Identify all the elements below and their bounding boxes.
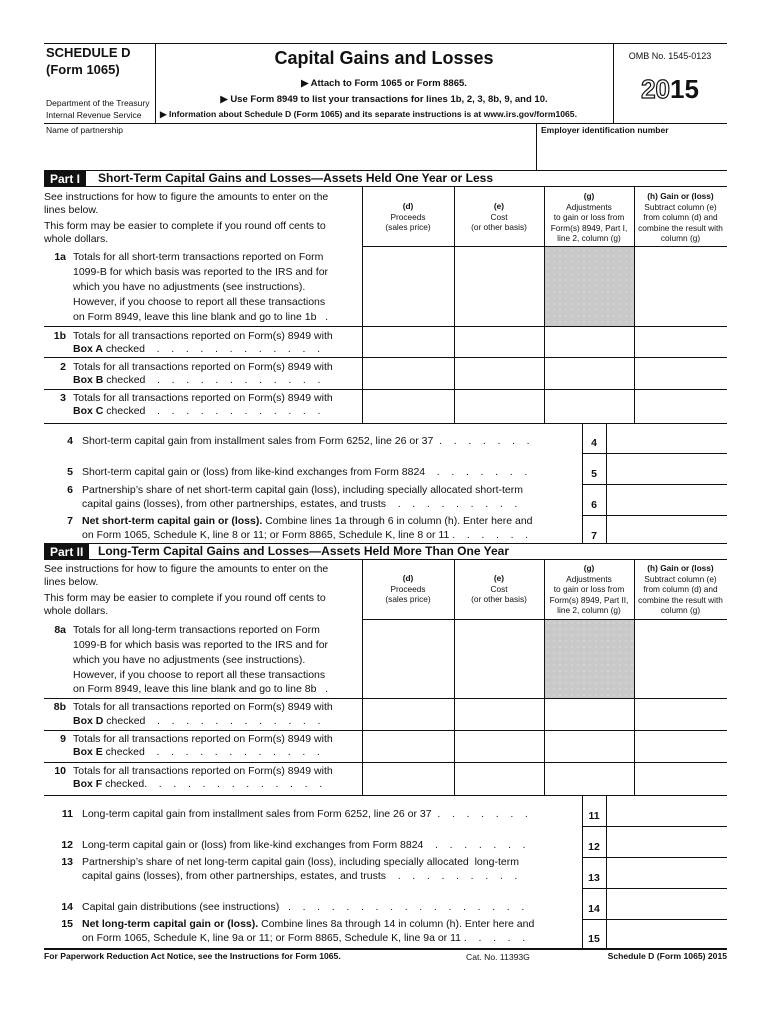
line-4-number: 4	[67, 435, 73, 447]
line-4-text: Short-term capital gain from installment sales from Form 6252, line 26 or 37 . . . . . . .	[82, 435, 530, 447]
line-3-text: Totals for all transactions reported on Form(s) 8949 with	[73, 392, 333, 404]
part2-intro-2: lines below.	[44, 576, 99, 588]
line-12-box-number: 12	[588, 841, 600, 853]
line-1b-box: Box A checked . . . . . . . . . . . .	[73, 343, 321, 355]
line-8b-proceeds-input[interactable]	[363, 699, 454, 730]
line-8a-text-3: which you have no adjustments (see instructions).	[73, 654, 306, 666]
line-1a-text-5: on Form 8949, leave this line blank and go to line 1b .	[73, 311, 329, 323]
partnership-name-input[interactable]	[46, 138, 532, 168]
line-10-adjustments-input[interactable]	[545, 763, 634, 795]
paperwork-notice: For Paperwork Reduction Act Notice, see the Instructions for Form 1065.	[44, 951, 341, 961]
tax-year	[613, 74, 727, 104]
line-1a-text-2: 1099-B for which basis was reported to the IRS and for	[73, 266, 329, 278]
line-8b-text: Totals for all transactions reported on Form(s) 8949 with	[73, 701, 333, 713]
line-3-cost-input[interactable]	[455, 390, 544, 423]
instruction-8949: ▶ Use Form 8949 to list your transactions for lines 1b, 2, 3, 8b, 9, and 10.	[220, 94, 548, 105]
instruction-attach: ▶ Attach to Form 1065 or Form 8865.	[301, 78, 467, 89]
line-1b-adjustments-input[interactable]	[545, 327, 634, 357]
line-4-box-number: 4	[591, 437, 597, 449]
line-5-text: Short-term capital gain or (loss) from like-kind exchanges from Form 8824 . . . . . . .	[82, 466, 528, 478]
omb-number: OMB No. 1545-0123	[628, 51, 712, 61]
line-13-box-number: 13	[588, 872, 600, 884]
line-15-input[interactable]	[607, 920, 727, 948]
line-5-box-number: 5	[591, 468, 597, 480]
part1-intro-1: See instructions for how to figure the amounts to enter on the	[44, 191, 329, 203]
line-3-adjustments-input[interactable]	[545, 390, 634, 423]
line-6-text-2: capital gains (losses), from other partnerships, estates, and trusts . . . . . . . . .	[82, 498, 518, 510]
col-d-head: (d) Proceeds (sales price)	[385, 201, 431, 232]
line-9-gain-input[interactable]	[635, 731, 727, 762]
line1a-col-g-shaded	[545, 247, 634, 326]
line-1a-text-1: Totals for all short-term transactions reported on Form	[73, 251, 324, 263]
part1-title: Short-Term Capital Gains and Losses—Assets Held One Year or Less	[98, 171, 494, 185]
line-8a-proceeds-input[interactable]	[363, 620, 454, 698]
line-1a-proceeds-input[interactable]	[363, 247, 454, 326]
line-6-number: 6	[67, 484, 73, 496]
line-2-number: 2	[60, 361, 66, 373]
line-2-gain-input[interactable]	[635, 358, 727, 389]
line-8a-text-4: However, if you choose to report all these transactions	[73, 669, 326, 681]
line-10-gain-input[interactable]	[635, 763, 727, 795]
line-1b-text: Totals for all transactions reported on Form(s) 8949 with	[73, 330, 333, 342]
line-15-text-2: on Form 1065, Schedule K, line 9a or 11; or Form 8865, Schedule K, line 9a or 11 . . . . .	[82, 932, 526, 944]
line-8a-text-2: 1099-B for which basis was reported to the IRS and for	[73, 639, 329, 651]
part2-intro-1: See instructions for how to figure the amounts to enter on the	[44, 563, 329, 575]
line-12-input[interactable]	[607, 827, 727, 857]
line-7-text-2: on Form 1065, Schedule K, line 8 or 11; or Form 8865, Schedule K, line 8 or 11 . . . . . .	[82, 529, 529, 541]
col-e-head: (e) Cost (or other basis)	[471, 201, 527, 232]
line-7-number: 7	[67, 515, 73, 527]
line-11-box-number: 11	[588, 810, 600, 822]
line-5-number: 5	[67, 466, 73, 478]
line-11-input[interactable]	[607, 796, 727, 826]
part2-intro-4: whole dollars.	[44, 605, 109, 617]
line-7-input[interactable]	[607, 516, 727, 543]
part1-intro-3: This form may be easier to complete if you round off cents to	[44, 220, 326, 232]
form-title: Capital Gains and Losses	[274, 48, 494, 68]
line-9-number: 9	[60, 733, 66, 745]
col-g-head: (g) Adjustments to gain or loss from Form(s) 8949, Part I, line 2, column (g)	[550, 191, 628, 243]
line-10-text: Totals for all transactions reported on Form(s) 8949 with	[73, 765, 333, 777]
col-g-head-part2: (g) Adjustments to gain or loss from Form(s) 8949, Part II, line 2, column (g)	[549, 563, 629, 615]
line-8a-number: 8a	[54, 624, 66, 636]
line-13-input[interactable]	[607, 858, 727, 888]
line-3-gain-input[interactable]	[635, 390, 727, 423]
line-1a-text-4: However, if you choose to report all these transactions	[73, 296, 326, 308]
line-12-text: Long-term capital gain or (loss) from like-kind exchanges from Form 8824 . . . . . . .	[82, 839, 526, 851]
line-9-proceeds-input[interactable]	[363, 731, 454, 762]
line-3-proceeds-input[interactable]	[363, 390, 454, 423]
line-15-box-number: 15	[588, 933, 600, 945]
line-2-proceeds-input[interactable]	[363, 358, 454, 389]
line-10-number: 10	[54, 765, 66, 777]
line-14-number: 14	[61, 901, 73, 913]
part2-intro-3: This form may be easier to complete if you round off cents to	[44, 592, 326, 604]
line-4-input[interactable]	[607, 424, 727, 453]
line-13-text-2: capital gains (losses), from other partnerships, estates, and trusts . . . . . . . . .	[82, 870, 518, 882]
line-9-cost-input[interactable]	[455, 731, 544, 762]
line-8b-gain-input[interactable]	[635, 699, 727, 730]
line-8b-adjustments-input[interactable]	[545, 699, 634, 730]
line-13-text-1: Partnership’s share of net long-term capital gain (loss), including specially allocated long-term	[82, 856, 519, 868]
form-footer-name: Schedule D (Form 1065) 2015	[607, 951, 727, 961]
line-8a-text-1: Totals for all long-term transactions reported on Form	[73, 624, 320, 636]
line-9-adjustments-input[interactable]	[545, 731, 634, 762]
line-1a-cost-input[interactable]	[455, 247, 544, 326]
line-8b-box: Box D checked . . . . . . . . . . . .	[73, 715, 321, 727]
line-3-number: 3	[60, 392, 66, 404]
line-15-number: 15	[61, 918, 73, 930]
line-9-box: Box E checked . . . . . . . . . . . .	[73, 746, 320, 758]
line-1b-cost-input[interactable]	[455, 327, 544, 357]
ein-label: Employer identification number	[541, 125, 669, 135]
line-13-number: 13	[61, 856, 73, 868]
line-14-box-number: 14	[588, 903, 600, 915]
part2-title: Long-Term Capital Gains and Losses—Assets Held More Than One Year	[98, 544, 509, 558]
line-11-text: Long-term capital gain from installment sales from Form 6252, line 26 or 37 . . . . . . .	[82, 808, 528, 820]
line-6-box-number: 6	[591, 499, 597, 511]
line-9-text: Totals for all transactions reported on Form(s) 8949 with	[73, 733, 333, 745]
part2-tag: Part II	[44, 544, 89, 560]
part1-intro-2: lines below.	[44, 204, 99, 216]
line-2-box: Box B checked . . . . . . . . . . . .	[73, 374, 321, 386]
line-1b-gain-input[interactable]	[635, 327, 727, 357]
line-8a-cost-input[interactable]	[455, 620, 544, 698]
line-2-text: Totals for all transactions reported on Form(s) 8949 with	[73, 361, 333, 373]
col-h-head-part2: (h) Gain or (loss) Subtract column (e) from column (d) and combine the result with column (g)	[638, 563, 723, 615]
line-8a-gain-input[interactable]	[635, 620, 727, 698]
col-d-head-part2: (d) Proceeds (sales price)	[385, 573, 431, 604]
part1-intro-4: whole dollars.	[44, 233, 109, 245]
line-10-box: Box F checked. . . . . . . . . . . . .	[73, 778, 323, 790]
line-5-input[interactable]	[607, 454, 727, 484]
line-8b-cost-input[interactable]	[455, 699, 544, 730]
tax-year-outline: 20	[641, 74, 670, 104]
line-12-number: 12	[61, 839, 73, 851]
line8a-col-g-shaded	[545, 620, 634, 698]
line-1a-gain-input[interactable]	[635, 247, 727, 326]
tax-year-bold: 15	[670, 74, 699, 104]
line-2-cost-input[interactable]	[455, 358, 544, 389]
line-6-input[interactable]	[607, 485, 727, 515]
line-15-text-1: Net long-term capital gain or (loss). Combine lines 8a through 14 in column (h). Enter here and	[82, 918, 535, 930]
catalog-number: Cat. No. 11393G	[466, 952, 530, 962]
line-8a-text-5: on Form 8949, leave this line blank and go to line 8b .	[73, 683, 329, 695]
dept-line1: Department of the Treasury	[46, 98, 150, 108]
line-14-input[interactable]	[607, 889, 727, 919]
line-3-box: Box C checked . . . . . . . . . . . .	[73, 405, 321, 417]
line-7-text-1: Net short-term capital gain or (loss). Combine lines 1a through 6 in column (h). Enter here and	[82, 515, 533, 527]
line-1b-number: 1b	[53, 330, 66, 342]
line-11-number: 11	[61, 808, 73, 820]
col-e-head-part2: (e) Cost (or other basis)	[471, 573, 527, 604]
schedule-title: SCHEDULE D	[46, 45, 131, 60]
col-h-head: (h) Gain or (loss) Subtract column (e) from column (d) and combine the result with column (g)	[638, 191, 723, 243]
part1-tag: Part I	[44, 171, 86, 187]
form-ref: (Form 1065)	[46, 62, 120, 77]
line-10-cost-input[interactable]	[455, 763, 544, 795]
line-2-adjustments-input[interactable]	[545, 358, 634, 389]
line-1b-proceeds-input[interactable]	[363, 327, 454, 357]
line-14-text: Capital gain distributions (see instructions) . . . . . . . . . . . . . . . . .	[82, 901, 525, 913]
instruction-website: ▶ Information about Schedule D (Form 1065) and its separate instructions is at www.irs.gov/form1065.	[160, 109, 577, 119]
partnership-name-label: Name of partnership	[46, 125, 124, 135]
line-10-proceeds-input[interactable]	[363, 763, 454, 795]
line-7-box-number: 7	[591, 530, 597, 542]
line-1a-text-3: which you have no adjustments (see instructions).	[73, 281, 306, 293]
line-1a-number: 1a	[54, 251, 66, 263]
dept-line2: Internal Revenue Service	[46, 110, 142, 120]
ein-input[interactable]	[541, 138, 725, 168]
line-8b-number: 8b	[53, 701, 66, 713]
line-6-text-1: Partnership’s share of net short-term capital gain (loss), including specially allocated short-term	[82, 484, 524, 496]
